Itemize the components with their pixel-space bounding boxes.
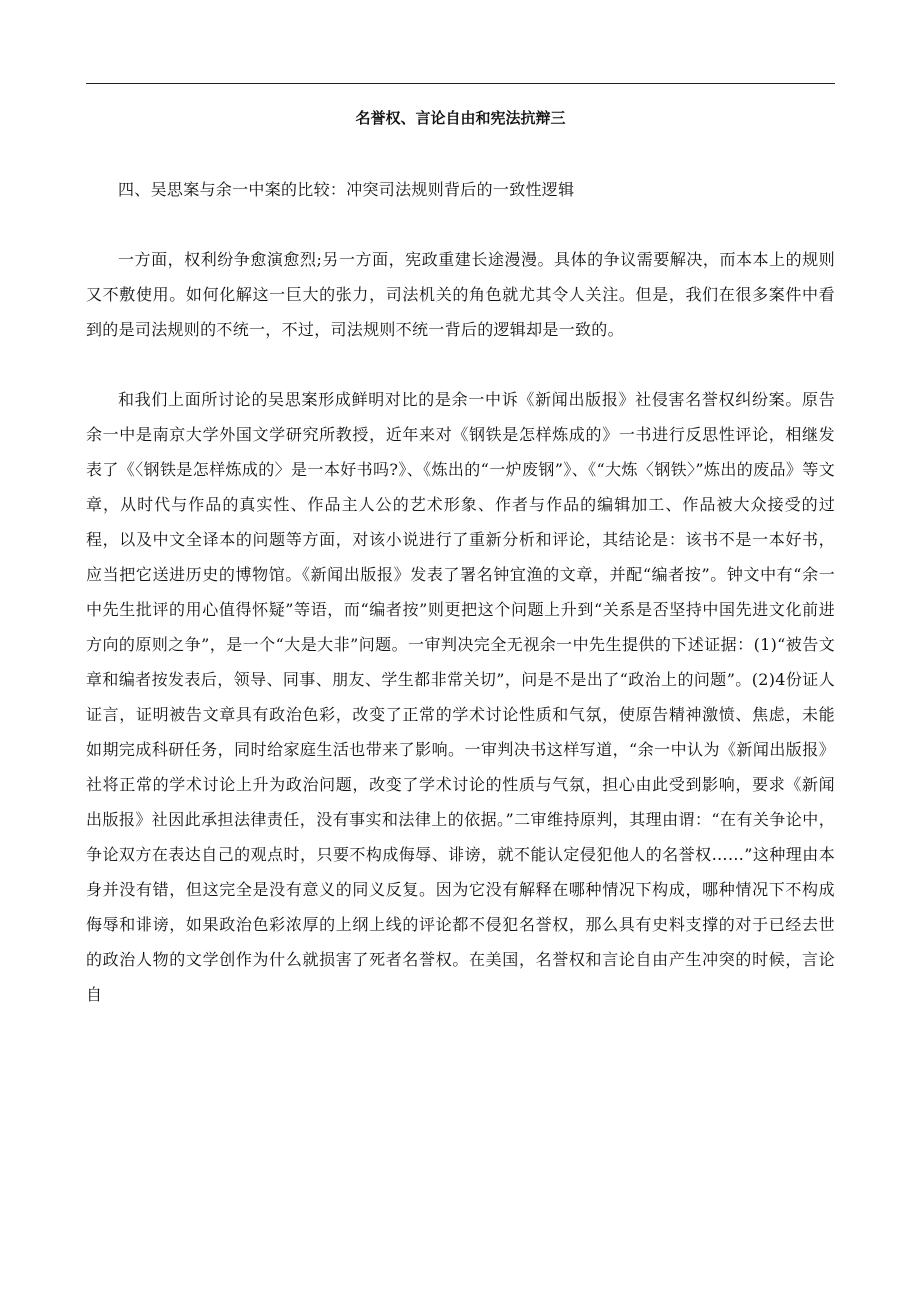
section-heading: 四、吴思案与余一中案的比较：冲突司法规则背后的一致性逻辑 [118, 180, 575, 199]
document-body [86, 172, 835, 1012]
paragraph-2: 和我们上面所讨论的吴思案形成鲜明对比的是余一中诉《新闻出版报》社侵害名誉权纠纷案。原告余一中是南京大学外国文学研究所教授，近年来对《钢铁是怎样炼成的》一书进行反思性评论，相继发表了《〈钢铁是怎样炼成的〉是一本好书吗?》、《炼出的“一炉废钢”》、《“大炼〈钢铁〉”炼出的废品》等文章，从时代与作品的真实性、作品主人公的艺术形象、作者与作品的编辑加工、作品被大众接受的过程，以及中文全译本的问题等方面，对该小说进行了重新分析和评论，其结论是：该书不是一本好书，应当把它送进历史的博物馆。《新闻出版报》发表了署名钟宜渔的文章，并配“编者按”。钟文中有“余一中先生批评的用心值得怀疑”等语，而“编者按”则更把这个问题上升到“关系是否坚持中国先进文化前进方向的原则之争”，是一个“大是大非”问题。一审判决完全无视余一中先生提供的下述证据：(1)“被告文章和编者按发表后，领导、同事、朋友、学生都非常关切”，问是不是出了“政治上的问题”。(2)4份证人证言，证明被告文章具有政治色彩，改变了正常的学术讨论性质和气氛，使原告精神激愤、焦虑，未能如期完成科研任务，同时给家庭生活也带来了影响。一审判决书这样写道，“余一中认为《新闻出版报》社将正常的学术讨论上升为政治问题，改变了学术讨论的性质与气氛，担心由此受到影响，要求《新闻出版报》社因此承担法律责任，没有事实和法律上的依据。”二审维持原判，其理由谓：“在有关争论中，争论双方在表达自己的观点时，只要不构成侮辱、诽谤，就不能认定侵犯他人的名誉权……”这种理由本身并没有错，但这完全是没有意义的同义反复。因为它没有解释在哪种情况下构成，哪种情况下不构成侮辱和诽谤，如果政治色彩浓厚的上纲上线的评论都不侵犯名誉权，那么具有史料支撑的对于已经去世的政治人物的文学创作为什么就损害了死者名誉权。在美国，名誉权和言论自由产生冲突的时候，言论自 [86, 390, 835, 1004]
document-title: 名誉权、言论自由和宪法抗辩三 [355, 109, 566, 127]
header-rule [86, 83, 835, 84]
paragraph-1: 一方面，权利纷争愈演愈烈;另一方面，宪政重建长途漫漫。具体的争议需要解决，而本本上的规则又不敷使用。如何化解这一巨大的张力，司法机关的角色就尤其令人关注。但是，我们在很多案件中看到的是司法规则的不统一，不过，司法规则不统一背后的逻辑却是一致的。 [86, 250, 835, 339]
